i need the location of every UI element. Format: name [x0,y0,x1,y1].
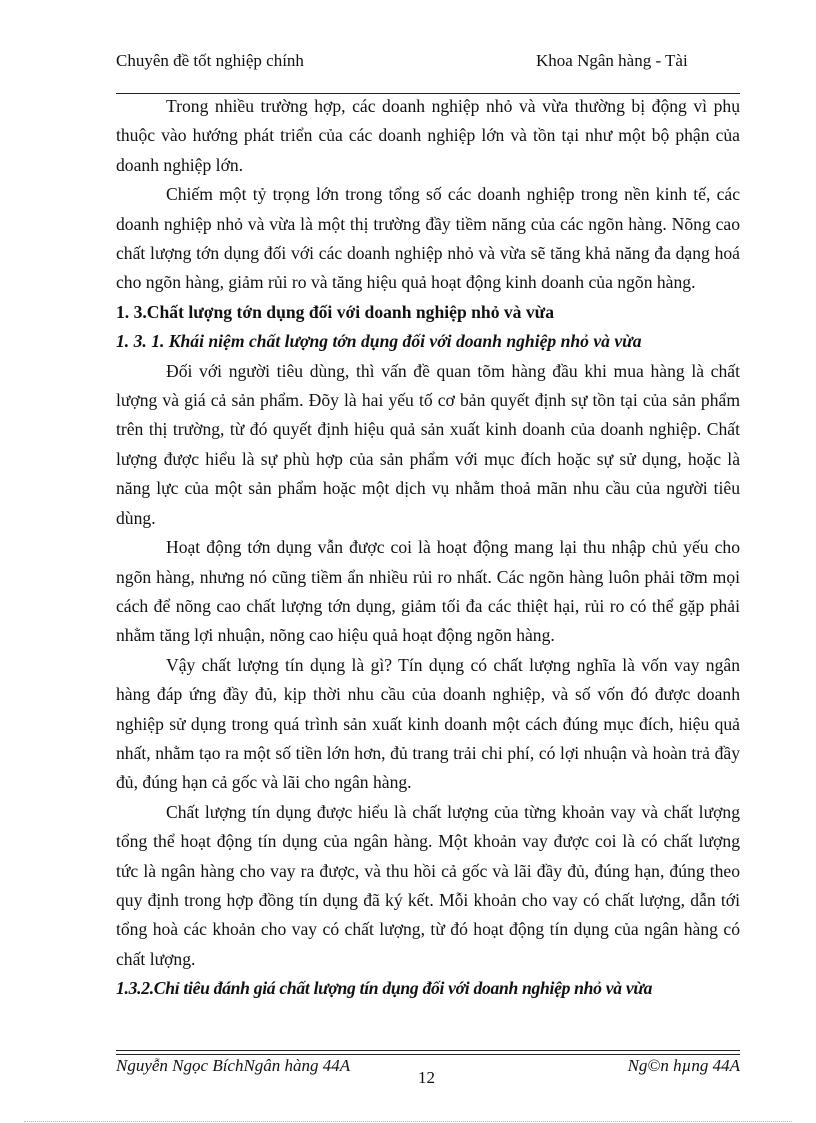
footer-divider-thin [116,1050,740,1051]
header-right-text: Khoa Ngân hàng - Tài [536,51,688,70]
footer-divider-thick [116,1054,740,1055]
page-footer [116,1056,740,1096]
paragraph-6: Chất lượng tín dụng được hiểu là chất lượng của từng khoản vay và chất lượng tổng thể hoạt động tín dụng của ngân hàng. Một khoản vay được coi là có chất lượng tức là ngân hàng cho vay ra được, và thu hồi cả gốc và lãi đầy đủ, đúng hạn, đúng theo quy định trong hợp đồng tín dụng đã ký kết. Mỗi khoản cho vay có chất lượng, dẫn tới tổng hoà các khoản cho vay có chất lượng, từ đó hoạt động tín dụng của ngân hàng có chất lượng. [116,801,740,969]
footer-left-text: Nguyễn Ngọc BíchNgân hàng 44A [116,1056,351,1075]
subsection-heading-1-3-2: 1.3.2.Chỉ tiêu đánh giá chất lượng tín dụng đối với doanh nghiệp nhỏ và vừa [116,978,653,999]
paragraph-2: Chiếm một tỷ trọng lớn trong tổng số các doanh nghiệp trong nền kinh tế, các doanh nghiệp nhỏ và vừa là một thị trường đầy tiềm năng của các ngõn hàng. Nõng cao chất lượng tớn dụng đối với các doanh nghiệp nhỏ và vừa sẽ tăng khả năng đa dạng hoá cho ngõn hàng, giảm rủi ro và tăng hiệu quả hoạt động kinh doanh của ngõn hàng. [116,184,740,293]
page-number: 12 [418,1068,435,1087]
paragraph-1: Trong nhiều trường hợp, các doanh nghiệp nhỏ và vừa thường bị động vì phụ thuộc vào hướng phát triển của các doanh nghiệp lớn và tồn tại như một bộ phận của doanh nghiệp lớn. [116,96,740,175]
paragraph-3: Đối với người tiêu dùng, thì vấn đề quan tõm hàng đầu khi mua hàng là chất lượng và giá cả sản phẩm. Đõy là hai yếu tố cơ bản quyết định sự tồn tại của sản phẩm trên thị trường, từ đó quyết định hiệu quả sản xuất kinh doanh của doanh nghiệp. Chất lượng được hiểu là sự phù hợp của sản phẩm với mục đích hoặc sự sử dụng, hoặc là năng lực của một sản phẩm hoặc một dịch vụ nhằm thoả mãn nhu cầu của người tiêu dùng. [116,360,740,528]
section-heading-1-3: 1. 3.Chất lượng tớn dụng đối với doanh nghiệp nhỏ và vừa [116,301,555,322]
document-body [116,92,740,1004]
footer-right-text: Ng©n hµng 44A [627,1056,740,1075]
header-left-text: Chuyên đề tốt nghiệp chính [116,51,304,70]
subsection-heading-1-3-1: 1. 3. 1. Khái niệm chất lượng tớn dụng đối với doanh nghiệp nhỏ và vừa [116,331,642,352]
paragraph-4: Hoạt động tớn dụng vẫn được coi là hoạt động mang lại thu nhập chủ yếu cho ngõn hàng, nhưng nó cũng tiềm ẩn nhiều rủi ro nhất. Các ngõn hàng luôn phải tỡm mọi cách để nõng cao chất lượng tớn dụng, giảm tối đa các thiệt hại, rủi ro có thể gặp phải nhằm tăng lợi nhuận, nõng cao hiệu quả hoạt động ngõn hàng. [116,537,740,646]
page-bottom-border [24,1121,792,1122]
paragraph-5: Vậy chất lượng tín dụng là gì? Tín dụng có chất lượng nghĩa là vốn vay ngân hàng đáp ứng đầy đủ, kịp thời nhu cầu của doanh nghiệp, và số vốn đó được doanh nghiệp sử dụng trong quá trình sản xuất kinh doanh một cách đúng mục đích, hiệu quả nhất, nhằm tạo ra một số tiền lớn hơn, đủ trang trải chi phí, có lợi nhuận và hoàn trả đầy đủ, đúng hạn cả gốc và lãi cho ngân hàng. [116,654,740,793]
